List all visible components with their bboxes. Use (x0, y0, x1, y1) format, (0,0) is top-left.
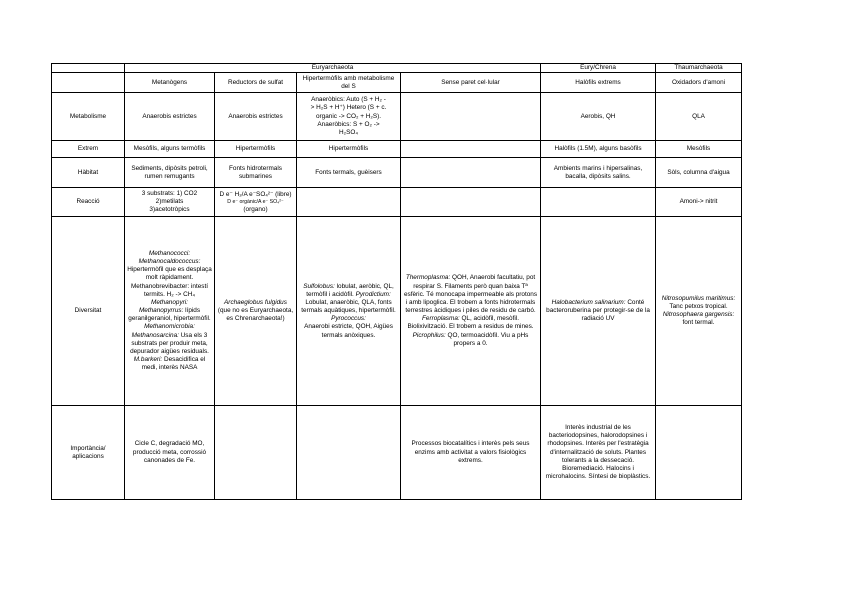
cell-diversitat-oxidadors: Nitrosopumilus maritimus: Tanc petxos tropical. Nitrosophaera gargensis: font termal. (656, 217, 742, 406)
row-label-diversitat: Diversitat (52, 217, 125, 406)
col-header-reductors: Reductors de sulfat (215, 73, 297, 93)
col-header-hipertermofils: Hipertermòfils amb metabolisme del S (297, 73, 401, 93)
cell-extrem-hiper: Hipertermòfils (297, 141, 401, 158)
cell-diversitat-hiper: Sulfolobus: lobulat, aeròbic, QL, termòfil i acidòfil. Pyrodictium: Lobulat, anaeròbic, QLA, fonts termals aquàtiques, hipertermòfil. Pyrococcus: Anaerobi estricte, QOH, Aigües termals anòxiques. (297, 217, 401, 406)
cell-reaccio-sense-paret (401, 188, 541, 217)
row-label-reaccio: Reacció (52, 188, 125, 217)
row-reaccio (52, 188, 742, 217)
cell-importancia-metanogens: Cicle C, degradació MO, producció meta, corrossió canonades de Fe. (125, 406, 215, 500)
row-metabolisme (52, 93, 742, 141)
cell-extrem-halofils: Halòfils (1.5M), alguns basòfils (541, 141, 656, 158)
cell-extrem-reductors: Hipertermòfils (215, 141, 297, 158)
cell-reaccio-hiper (297, 188, 401, 217)
cell-reaccio-reductors: D e⁻ H₂/A e⁻SO₄²⁻ (libre) D e⁻ orgànic/A e⁻ SO₄²⁻ (organo) (215, 188, 297, 217)
cell-extrem-metanogens: Mesòfils, alguns termòfils (125, 141, 215, 158)
cell-habitat-reductors: Fonts hidrotermals submarines (215, 158, 297, 188)
archaea-table (51, 63, 742, 500)
col-header-oxidadors: Oxidadors d'amoni (656, 73, 742, 93)
cell-reaccio-oxidadors: Amoni-> nitrit (656, 188, 742, 217)
row-label-metabolisme: Metabolisme (52, 93, 125, 141)
cell-reaccio-metanogens: 3 substrats: 1) CO2 2)metilats 3)acetotròpics (125, 188, 215, 217)
row-diversitat (52, 217, 742, 406)
cell-metabolisme-reductors: Anaerobis estrictes (215, 93, 297, 141)
cell-importancia-reductors (215, 406, 297, 500)
row-importancia (52, 406, 742, 500)
group-thaumarchaeota: Thaumarchaeota (656, 64, 742, 73)
empty-corner-cell (52, 64, 125, 73)
cell-habitat-metanogens: Sediments, dipòsits petroli, rumen remugants (125, 158, 215, 188)
col-header-metanogens: Metanògens (125, 73, 215, 93)
cell-metabolisme-metanogens: Anaerobis estrictes (125, 93, 215, 141)
cell-metabolisme-oxidadors: QLA (656, 93, 742, 141)
cell-importancia-oxidadors (656, 406, 742, 500)
cell-diversitat-sense-paret: Thermoplasma: QOH, Anaerobi facultatiu, pot respirar S. Filaments però quan baixa Tª esfèric. Té monocapa impermeable als protons i amb lipoglica. El trobem a fonts hidrotermals terrestres àcidiques i piles de residu de carbó. Ferroplasma: QL, acidòfil, mesòfil. Biolixivització. El trobem a residus de mines. Picrophilus: QO, termoacidòfil. Viu a pHs propers a 0. (401, 217, 541, 406)
group-eury-chrena: Eury/Chrena (541, 64, 656, 73)
cell-habitat-halofils: Ambients marins i hipersalinas, bacalla, dipòsits salins. (541, 158, 656, 188)
row-extrem (52, 141, 742, 158)
row-label-importancia: Importància/ aplicacions (52, 406, 125, 500)
column-header-row (52, 73, 742, 93)
cell-metabolisme-hiper: Anaeròbics: Auto (S + H₂ - > H₂S + H⁺) Hetero (S + c. organic -> CO₂ + H₂S). Anaeròbics: S + O₂ -> H₂SO₄ (297, 93, 401, 141)
row-label-habitat: Hàbitat (52, 158, 125, 188)
row-label-extrem: Extrem (52, 141, 125, 158)
cell-metabolisme-halofils: Aerobis, QH (541, 93, 656, 141)
cell-reaccio-halofils (541, 188, 656, 217)
row-habitat (52, 158, 742, 188)
cell-importancia-hiper (297, 406, 401, 500)
col-header-halofils: Halòfils extrems (541, 73, 656, 93)
cell-diversitat-halofils: Halobacterium salinarium: Conté bacteroruberina per protegir-se de la radiació UV (541, 217, 656, 406)
cell-importancia-halofils: Interès industrial de les bacteriodopsines, halorodopsines i rhodopsines. Interès per l'estratègia d'internalització de soluts. Plantes tolerants a la dessecació. Bioremediació. Halocins i microhalocins. Síntesi de bioplàstics. (541, 406, 656, 500)
cell-extrem-oxidadors: Mesòfils (656, 141, 742, 158)
col-header-sense-paret: Sense paret cel·lular (401, 73, 541, 93)
group-header-row (52, 64, 742, 73)
cell-habitat-sense-paret (401, 158, 541, 188)
empty-header-cell (52, 73, 125, 93)
cell-habitat-oxidadors: Sòls, columna d'aigua (656, 158, 742, 188)
cell-metabolisme-sense-paret (401, 93, 541, 141)
cell-importancia-sense-paret: Processos biocatalítics i interès pels seus enzims amb activitat a valors fisiològics extrems. (401, 406, 541, 500)
cell-habitat-hiper: Fonts termals, guèisers (297, 158, 401, 188)
cell-diversitat-reductors: Archaeglobus fulgidus (que no es Euryarchaeota, es Chrenarchaeota!) (215, 217, 297, 406)
group-euryarchaeota: Euryarchaeota (125, 64, 541, 73)
cell-extrem-sense-paret (401, 141, 541, 158)
cell-diversitat-metanogens: Methanococci: Methanocaldococcus: Hipertermòfil que es desplaça molt ràpidament. Methanobrevibacter: intestí termits. H₂ -> CH₄ Methanopyri: Methanopyrrus: lípids geranilgeraniol, hipertermòfil. Methanomicrobia: Methanosarcina: Usa els 3 substrats per produir meta, depurador aigües residuals. M.barkeri: Desacidifica el medi, interès NASA (125, 217, 215, 406)
